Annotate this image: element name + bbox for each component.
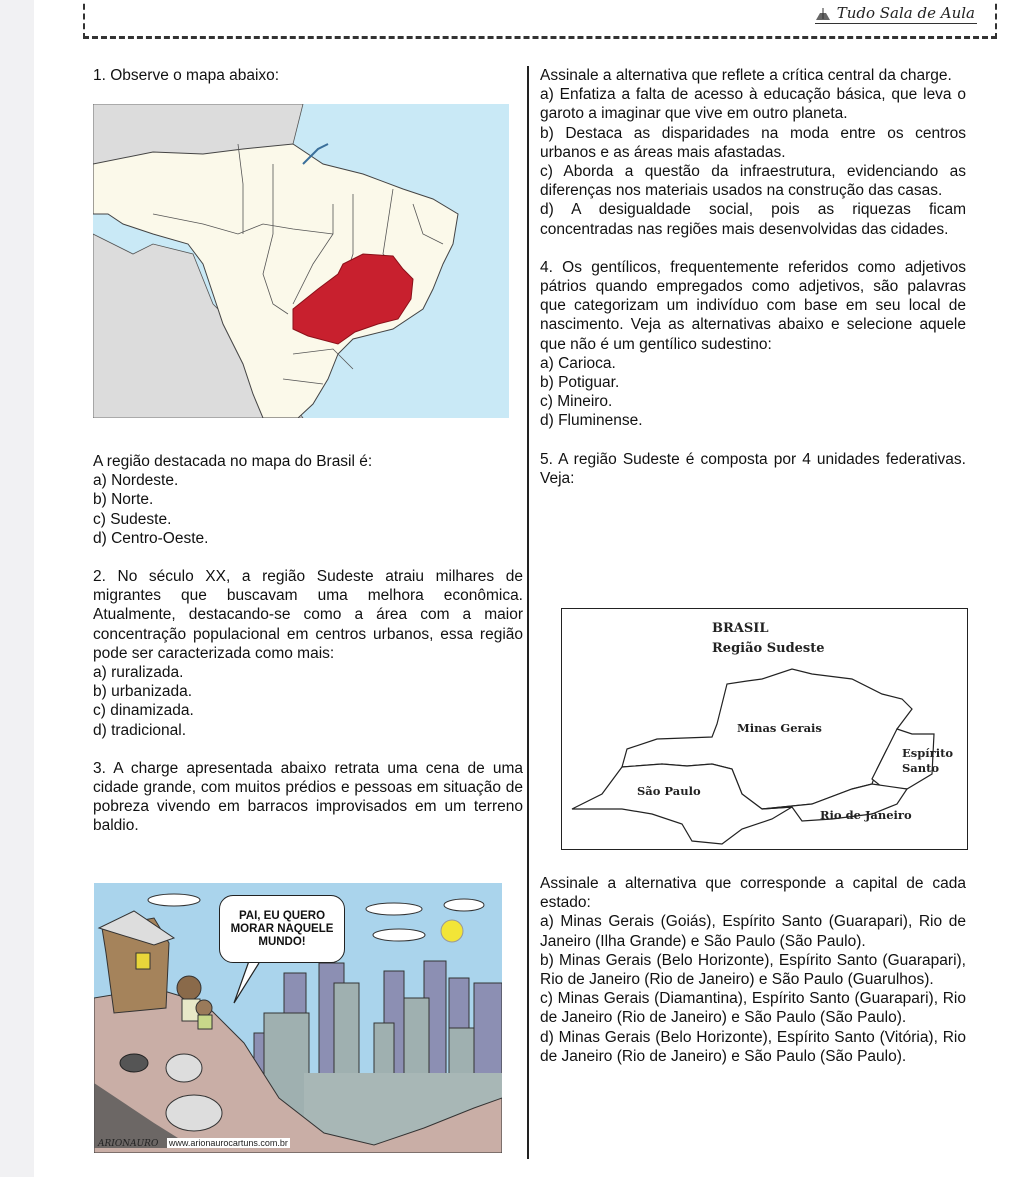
column-divider	[527, 66, 529, 1159]
q3-option-d[interactable]: d) A desigualdade social, pois as riquezas ficam concentradas nas regiões mais desenvolvidas das cidades.	[540, 201, 966, 238]
q5-option-d[interactable]: d) Minas Gerais (Belo Horizonte), Espírito Santo (Vitória), Rio de Janeiro (Rio de Janeiro) e São Paulo (São Paulo).	[540, 1028, 966, 1065]
cartoon-signature: ARIONAURO	[98, 1139, 159, 1149]
q3-question: Assinale a alternativa que reflete a crítica central da charge.	[540, 67, 952, 84]
header-frame	[83, 0, 997, 39]
q1-option-c[interactable]: c) Sudeste.	[93, 510, 172, 528]
q2-option-c[interactable]: c) dinamizada.	[93, 702, 194, 720]
q5-option-b[interactable]: b) Minas Gerais (Belo Horizonte), Espírito Santo (Guarapari), Rio de Janeiro (Rio de Janeiro) e São Paulo (Guarulhos).	[540, 951, 966, 989]
q1-block	[93, 452, 523, 836]
q1-option-b[interactable]: b) Norte.	[93, 491, 154, 509]
cartoon-credit	[98, 1138, 290, 1149]
q5-option-c[interactable]: c) Minas Gerais (Diamantina), Espírito Santo (Guarapari), Rio de Janeiro (Rio de Janeiro) e São Paulo (São Paulo).	[540, 990, 966, 1027]
sun-icon	[441, 920, 463, 942]
brand-logo	[815, 4, 977, 24]
q4-text: 4. Os gentílicos, frequentemente referidos como adjetivos pátrios quando empregados como adjetivos, são palavras que categorizam um indivíduo com base em seu local de nascimento. Veja as alternativas abaixo e selecione aquele que não é um gentílico sudestino:	[540, 258, 966, 353]
book-icon	[815, 7, 831, 21]
q2-option-d[interactable]: d) tradicional.	[93, 721, 187, 739]
q3-option-b[interactable]: b) Destaca as disparidades na moda entre os centros urbanos e as áreas mais afastadas.	[540, 124, 966, 161]
q1-question: A região destacada no mapa do Brasil é:	[93, 453, 373, 470]
map-title-country: BRASIL	[712, 621, 769, 636]
q2-option-b[interactable]: b) urbanizada.	[93, 683, 193, 701]
brand-text: Tudo Sala de Aula	[836, 4, 975, 22]
left-column	[93, 66, 523, 85]
label-espirito: Espírito	[902, 746, 954, 760]
speech-bubble: PAI, EU QUERO MORAR NAQUELE MUNDO!	[219, 895, 345, 963]
right-column	[540, 66, 966, 488]
q1-option-d[interactable]: d) Centro-Oeste.	[93, 529, 209, 547]
sudeste-map	[561, 608, 968, 850]
q2-text: 2. No século XX, a região Sudeste atraiu milhares de migrantes que buscavam uma melhora econômica. Atualmente, destacando-se como a área com a maior concentração populacional em centros urbanos, essa região pode ser caracterizada como mais:	[93, 568, 523, 662]
q2-option-a[interactable]: a) ruralizada.	[93, 664, 184, 682]
cartoon-image	[94, 883, 502, 1153]
q5-option-a[interactable]: a) Minas Gerais (Goiás), Espírito Santo (Guarapari), Rio de Janeiro (Ilha Grande) e São Paulo (São Paulo).	[540, 913, 966, 950]
q3-option-a[interactable]: a) Enfatiza a falta de acesso à educação básica, que leva o garoto a imaginar que vive em outro planeta.	[540, 86, 966, 123]
brazil-map	[93, 104, 509, 418]
q5-block	[540, 874, 966, 1066]
label-minas-gerais: Minas Gerais	[737, 721, 822, 735]
label-rio-de-janeiro: Rio de Janeiro	[820, 808, 912, 822]
map-title-region: Região Sudeste	[712, 641, 825, 656]
q4-option-d[interactable]: d) Fluminense.	[540, 412, 643, 430]
label-sao-paulo: São Paulo	[637, 784, 701, 798]
q1-option-a[interactable]: a) Nordeste.	[93, 472, 179, 490]
q5-question: Assinale a alternativa que corresponde a capital de cada estado:	[540, 875, 966, 912]
q3-text: 3. A charge apresentada abaixo retrata uma cena de uma cidade grande, com muitos prédios e pessoas em situação de pobreza vivendo em barracos improvisados em um terreno baldio.	[93, 759, 523, 835]
q4-option-b[interactable]: b) Potiguar.	[540, 374, 620, 392]
brazil-map-svg	[93, 104, 509, 418]
cartoon-url: www.arionaurocartuns.com.br	[168, 1138, 288, 1148]
q3-option-c[interactable]: c) Aborda a questão da infraestrutura, evidenciando as diferenças nos materiais usados na construção das casas.	[540, 163, 966, 200]
q4-option-c[interactable]: c) Mineiro.	[540, 393, 613, 411]
q1-prompt: 1. Observe o mapa abaixo:	[93, 67, 280, 84]
label-santo: Santo	[902, 761, 940, 775]
q4-option-a[interactable]: a) Carioca.	[540, 354, 616, 372]
q5-text: 5. A região Sudeste é composta por 4 unidades federativas. Veja:	[540, 450, 966, 487]
